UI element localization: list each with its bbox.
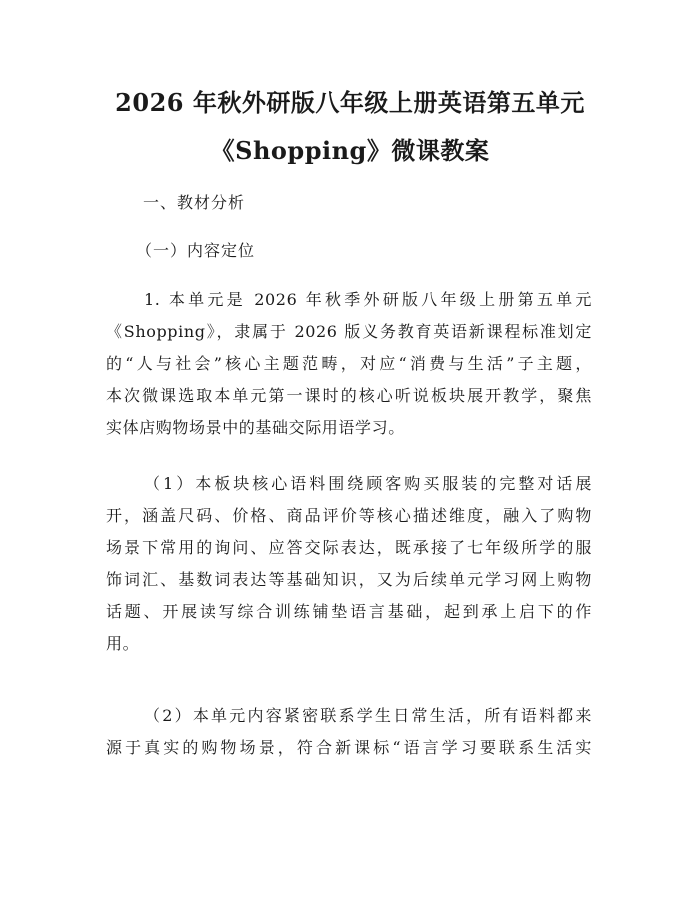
paragraph-2 [106, 468, 592, 660]
section-heading: 一、教材分析 [143, 193, 246, 212]
paragraph-line: 饰词汇、基数词表达等基础知识，又为后续单元学习网上购物 [106, 570, 592, 589]
paragraph-1 [106, 284, 592, 444]
paragraph-3 [106, 700, 592, 764]
paragraph-line: 的“人与社会”核心主题范畴，对应“消费与生活”子主题， [106, 354, 592, 373]
paragraph-line: 开，涵盖尺码、价格、商品评价等核心描述维度，融入了购物 [106, 506, 592, 525]
subsection-heading: （一）内容定位 [136, 241, 256, 260]
document-title-line-1: 2026 年秋外研版八年级上册英语第五单元 [115, 88, 585, 117]
paragraph-line: 本次微课选取本单元第一课时的核心听说板块展开教学，聚焦 [106, 386, 592, 405]
paragraph-line: 源于真实的购物场景，符合新课标“语言学习要联系生活实 [106, 738, 592, 757]
paragraph-line: 场景下常用的询问、应答交际表达，既承接了七年级所学的服 [106, 538, 592, 557]
paragraph-line: （2）本单元内容紧密联系学生日常生活，所有语料都来 [144, 706, 592, 725]
paragraph-line: 话题、开展读写综合训练铺垫语言基础，起到承上启下的作 [106, 602, 592, 621]
paragraph-line: （1）本板块核心语料围绕顾客购买服装的完整对话展 [144, 474, 592, 493]
paragraph-line: 实体店购物场景中的基础交际用语学习。 [106, 418, 405, 437]
paragraph-line: 《Shopping》，隶属于 2026 版义务教育英语新课程标准划定 [106, 322, 592, 341]
paragraph-line: 1. 本单元是 2026 年秋季外研版八年级上册第五单元 [144, 290, 592, 309]
paragraph-line: 用。 [106, 634, 140, 653]
document-title-line-2: 《Shopping》微课教案 [210, 136, 490, 165]
